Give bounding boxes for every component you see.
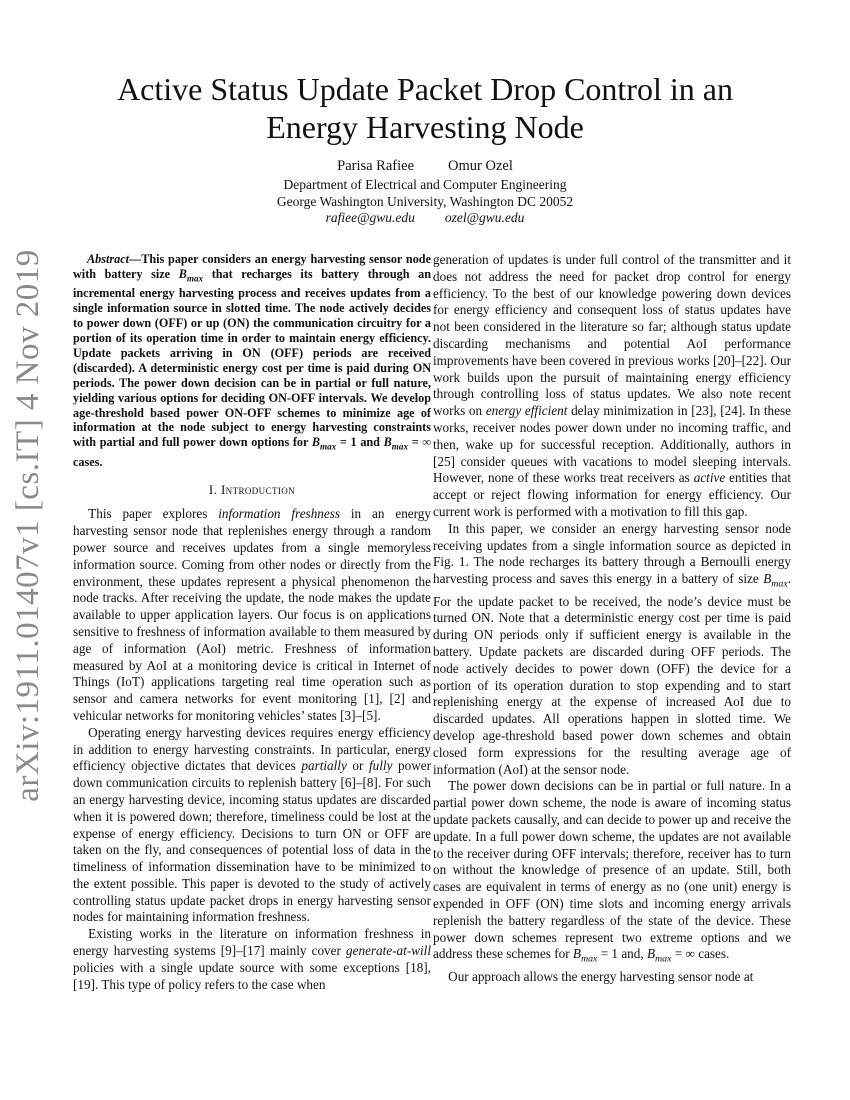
affiliation-line-2: George Washington University, Washington DC 20052 <box>276 194 574 209</box>
abstract-dash: — <box>129 252 142 266</box>
right-paragraph-4: Our approach allows the energy harvesting sensor node at <box>448 968 754 984</box>
right-paragraph-3: The power down decisions can be in partial or full nature. In a partial power down scheme, the node is aware of incoming status update packets causally, and can decide to power up and receive the update. In a full power down scheme, the updates are not available to the receiver during OFF intervals; therefore, receiver has to turn on without the knowledge of presence of an update. Still, both cases are equivalent in terms of energy as no (one unit) energy is expended in OFF (ON) time slots and incoming energy arrivals replenish the battery regardless of the state of the device. These power down schemes represent two extreme options and we address these schemes for $B_{max} = 1$ and, $B_{max}$ = ∞ cases. <box>433 778 791 965</box>
right-paragraph-1: generation of updates is under full control of the transmitter and it does not address the need for packet drop control for energy efficiency. To the best of our knowledge powering down devices for energy efficiency and consequent loss of status updates have not been considered in the literature so far; although status update discarding mechanisms and potential AoI performance improvements have been covered in previous works [20]–[22]. Our work builds upon the pursuit of maintaining energy efficiency through controlling loss of status updates. We also note recent works on energy efficient delay minimization in [23], [24]. In these works, receiver nodes power down under no incoming traffic, and then, wake up for successful reception. Additionally, authors in [25] consider queues with vacations to model sleeping intervals. However, none of these works treat receivers as active entities that accept or reject flowing information for energy efficiency. Our current work is performed with a motivation to fill this gap. <box>433 252 791 519</box>
right-paragraph-2: In this paper, we consider an energy harvesting sensor node receiving updates from a single information source as depicted in Fig. 1. The node recharges its battery through a Bernoulli energy harvesting process and saves this energy in a battery of size $B_{max}$. For the update packet to be received, the node’s device must be turned ON. Note that a deterministic energy cost per time is paid during ON periods only if sufficient energy is available in the battery. Update packets are discarded during OFF periods. The node actively decides to power down (OFF) the device for a portion of its operation duration to stop expending and to start replenishing energy at the expense of increased AoI due to discarded updates. All operations happen in slotted time. We develop age-threshold based power down schemes and obtain closed form expressions for the resulting average age of information (AoI) at the sensor node. <box>433 520 791 777</box>
intro-paragraph-1: This paper explores information freshness in an energy harvesting sensor node that replenishes energy through a random power source and receives updates from a single memoryless information source. Coming from other nodes or directly from the environment, these updates represent a physical phenomenon the node tracks. After receiving the update, the node makes the update available to upper application layers. Our focus is on applications sensitive to freshness of information available to them measured by age of information (AoI) metric. Freshness of information measured by AoI at a monitoring device is critical in Internet of Things (IoT) applications targeting real time operation such as sensor and camera networks for event monitoring [1], [2] and vehicular networks for monitoring vehicles’ states [3]–[5]. <box>73 506 431 723</box>
intro-paragraph-2: Operating energy harvesting devices requires energy efficiency in addition to energy harvesting constraints. In particular, energy efficiency objective dictates that devices partially or fully power down communication circuits to replenish battery [6]–[8]. For such an energy harvesting device, incoming status updates are discarded when it is powered down; therefore, timeliness could be lost at the expense of energy efficiency. Decisions to turn ON or OFF are taken on the fly, and consequences of potential loss of data in the timeliness of information dissemination have to be minimized to the extent possible. This paper is devoted to the study of actively controlling status update packet drops in energy harvesting sensor nodes for maintaining information freshness. <box>73 724 431 925</box>
title-line-2: Energy Harvesting Node <box>266 109 584 145</box>
intro-paragraph-3: Existing works in the literature on information freshness in energy harvesting systems [9]–[17] mainly cover generate-at-will policies with a single update source with some exceptions [18], [19]. This type of policy refers to the case when <box>73 926 431 992</box>
author-1: Parisa Rafiee <box>337 158 415 174</box>
author-emails <box>60 210 790 226</box>
section-number: I. <box>208 481 221 497</box>
title-line-1: Active Status Update Packet Drop Control in an <box>117 71 733 107</box>
right-column <box>433 252 791 986</box>
author-list <box>60 158 790 175</box>
bmax-symbol: $B_{max}$ <box>383 435 409 452</box>
abstract-case-2: = ∞ <box>408 435 431 450</box>
abstract-text-2: that recharges its battery through an incremental energy harvesting process and receives updates from a single information source in slotted time. The node actively decides to power down (OFF) or up (ON) the communication circuitry for a portion of its operation time in order to maintain energy efficiency. Update packets arriving in ON (OFF) periods are received (discarded). A deterministic energy cost per time is paid during ON periods. The power down decision can be in partial or full nature, yielding various options for deciding ON-OFF intervals. We develop age-threshold based power ON-OFF schemes to minimize age of information at the node subject to energy harvesting constraints with partial and full power down options for <box>73 266 431 450</box>
email-2: ozel@gwu.edu <box>444 210 525 225</box>
arxiv-stamp-text: arXiv:1911.01407v1 [cs.IT] 4 Nov 2019 <box>9 248 46 802</box>
affiliation-line-1: Department of Electrical and Computer Engineering <box>283 177 567 192</box>
left-column <box>73 252 431 993</box>
section-title: Introduction <box>220 481 296 497</box>
abstract-end: cases. <box>73 454 103 469</box>
bmax-symbol: $B_{max}$ <box>311 435 337 452</box>
bmax-symbol: $B_{max}$ <box>763 571 788 590</box>
abstract-and: and <box>356 435 384 450</box>
paper-title <box>60 70 790 146</box>
abstract-text-1: This paper considers an energy harvesting sensor node with battery size <box>73 252 431 281</box>
section-heading-introduction <box>73 482 431 499</box>
author-2: Omur Ozel <box>448 158 513 174</box>
arxiv-stamp <box>4 248 52 802</box>
abstract <box>73 252 431 470</box>
bmax-symbol: $B_{max}$ <box>572 946 598 965</box>
bmax-symbol: $B_{max}$ <box>646 946 672 965</box>
email-1: rafiee@gwu.edu <box>325 210 415 225</box>
abstract-case-1: = 1 <box>336 435 357 450</box>
abstract-lead: Abstract <box>87 252 129 266</box>
bmax-symbol: $B_{max}$ <box>178 266 204 284</box>
